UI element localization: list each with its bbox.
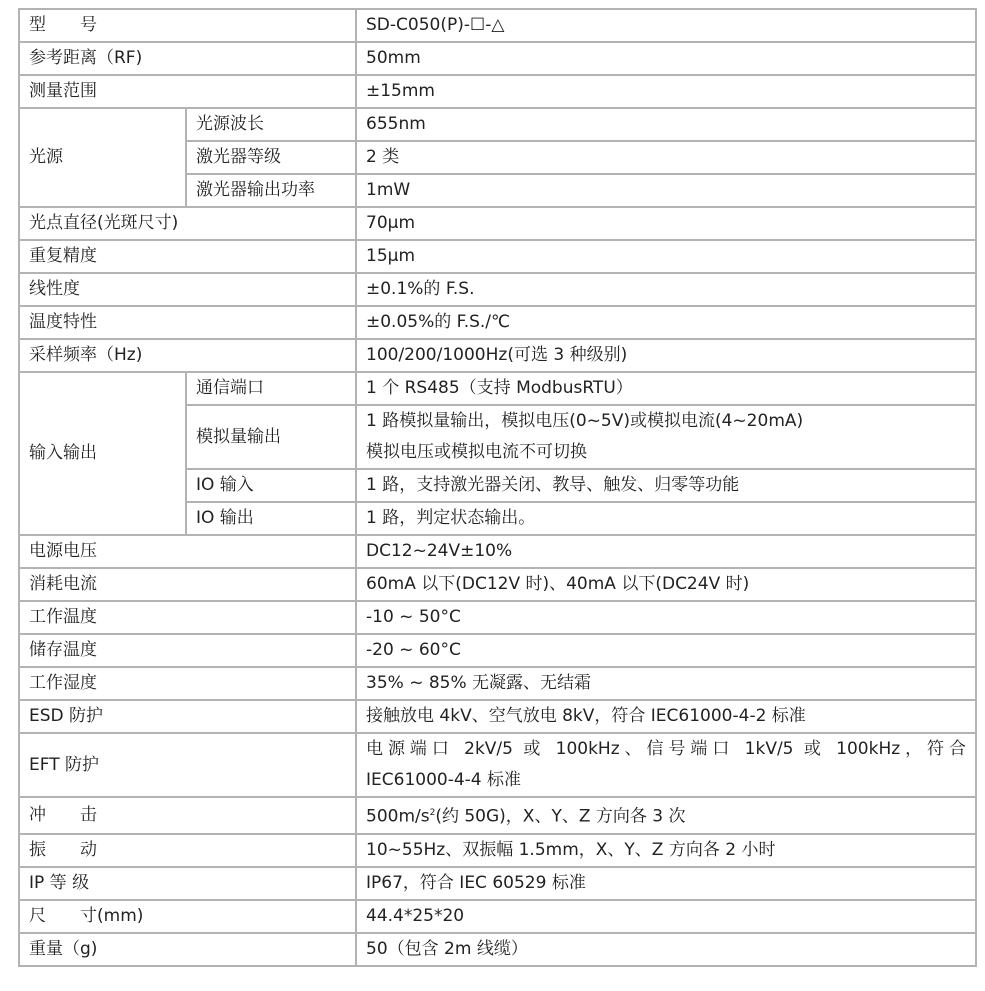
row-label: ESD 防护 — [19, 700, 356, 733]
table-row — [19, 700, 976, 733]
row-value: 1mW — [356, 174, 976, 207]
row-label: 储存温度 — [19, 634, 356, 667]
table-row — [19, 634, 976, 667]
group-label: 输入输出 — [19, 372, 186, 535]
row-label: 工作温度 — [19, 601, 356, 634]
sub-label: 通信端口 — [186, 372, 356, 405]
row-label: 测量范围 — [19, 75, 356, 108]
sub-label: 激光器输出功率 — [186, 174, 356, 207]
value-text: (约 50G)，X、Y、Z 方向各 3 次 — [435, 806, 686, 827]
row-value: 1 路，判定状态输出。 — [356, 502, 976, 535]
sub-label: IO 输出 — [186, 502, 356, 535]
row-value: IP67，符合 IEC 60529 标准 — [356, 867, 976, 900]
row-value: SD-C050(P)-☐-△ — [356, 9, 976, 42]
table-row — [19, 933, 976, 966]
group-label: 光源 — [19, 108, 186, 207]
sub-label: IO 输入 — [186, 469, 356, 502]
spec-table — [18, 8, 977, 967]
row-value: ±0.1%的 F.S. — [356, 273, 976, 306]
table-row — [19, 42, 976, 75]
sub-label: 光源波长 — [186, 108, 356, 141]
table-row — [19, 273, 976, 306]
sub-label: 模拟量输出 — [186, 405, 356, 469]
row-value: 100/200/1000Hz(可选 3 种级别) — [356, 339, 976, 372]
row-label: 消耗电流 — [19, 568, 356, 601]
table-row — [19, 900, 976, 933]
table-row — [19, 733, 976, 797]
table-row — [19, 108, 976, 141]
row-label: 采样频率（Hz) — [19, 339, 356, 372]
row-value: 44.4*25*20 — [356, 900, 976, 933]
table-row — [19, 535, 976, 568]
row-label: EFT 防护 — [19, 733, 356, 797]
row-label: 线性度 — [19, 273, 356, 306]
table-row — [19, 797, 976, 834]
sub-label: 激光器等级 — [186, 141, 356, 174]
table-row — [19, 867, 976, 900]
value-text: 500m/s — [366, 806, 430, 827]
value-line: 1 路模拟量输出，模拟电压(0~5V)或模拟电流(4~20mA) — [366, 411, 804, 431]
table-row — [19, 601, 976, 634]
value-line: 模拟电压或模拟电流不可切换 — [366, 442, 587, 462]
row-value-multiline — [356, 733, 976, 797]
row-label: 尺 寸(mm) — [19, 900, 356, 933]
table-row — [19, 568, 976, 601]
table-row — [19, 75, 976, 108]
row-value: 15μm — [356, 240, 976, 273]
table-row — [19, 834, 976, 867]
row-label: 冲 击 — [19, 797, 356, 834]
row-label: 光点直径(光斑尺寸) — [19, 207, 356, 240]
table-row — [19, 207, 976, 240]
row-label: 电源电压 — [19, 535, 356, 568]
table-row — [19, 372, 976, 405]
table-row — [19, 306, 976, 339]
row-value: -20 ~ 60°C — [356, 634, 976, 667]
row-value-multiline — [356, 405, 976, 469]
row-value: ±15mm — [356, 75, 976, 108]
table-row — [19, 339, 976, 372]
row-label: 型 号 — [19, 9, 356, 42]
row-value: 60mA 以下(DC12V 时)、40mA 以下(DC24V 时) — [356, 568, 976, 601]
row-value: 2 类 — [356, 141, 976, 174]
row-label: 重量（g) — [19, 933, 356, 966]
table-row — [19, 240, 976, 273]
row-value: 50mm — [356, 42, 976, 75]
row-label: 重复精度 — [19, 240, 356, 273]
row-value: 655nm — [356, 108, 976, 141]
row-value: 1 个 RS485（支持 ModbusRTU） — [356, 372, 976, 405]
row-value — [356, 797, 976, 834]
row-label: 参考距离（RF) — [19, 42, 356, 75]
row-label: 振 动 — [19, 834, 356, 867]
row-value: 10~55Hz、双振幅 1.5mm，X、Y、Z 方向各 2 小时 — [356, 834, 976, 867]
row-label: IP 等 级 — [19, 867, 356, 900]
row-value: 70μm — [356, 207, 976, 240]
value-line: 电源端口 2kV/5 或 100kHz、信号端口 1kV/5 或 100kHz，符合 — [366, 739, 966, 759]
table-row — [19, 667, 976, 700]
table-row — [19, 9, 976, 42]
row-value: 35% ~ 85% 无凝露、无结霜 — [356, 667, 976, 700]
row-value: 接触放电 4kV、空气放电 8kV，符合 IEC61000-4-2 标准 — [356, 700, 976, 733]
row-label: 工作湿度 — [19, 667, 356, 700]
row-value: 50（包含 2m 线缆） — [356, 933, 976, 966]
superscript: 2 — [429, 808, 436, 818]
row-value: ±0.05%的 F.S./℃ — [356, 306, 976, 339]
value-line: IEC61000-4-4 标准 — [366, 770, 522, 790]
row-value: -10 ~ 50°C — [356, 601, 976, 634]
row-value: 1 路，支持激光器关闭、教导、触发、归零等功能 — [356, 469, 976, 502]
row-value: DC12~24V±10% — [356, 535, 976, 568]
row-label: 温度特性 — [19, 306, 356, 339]
